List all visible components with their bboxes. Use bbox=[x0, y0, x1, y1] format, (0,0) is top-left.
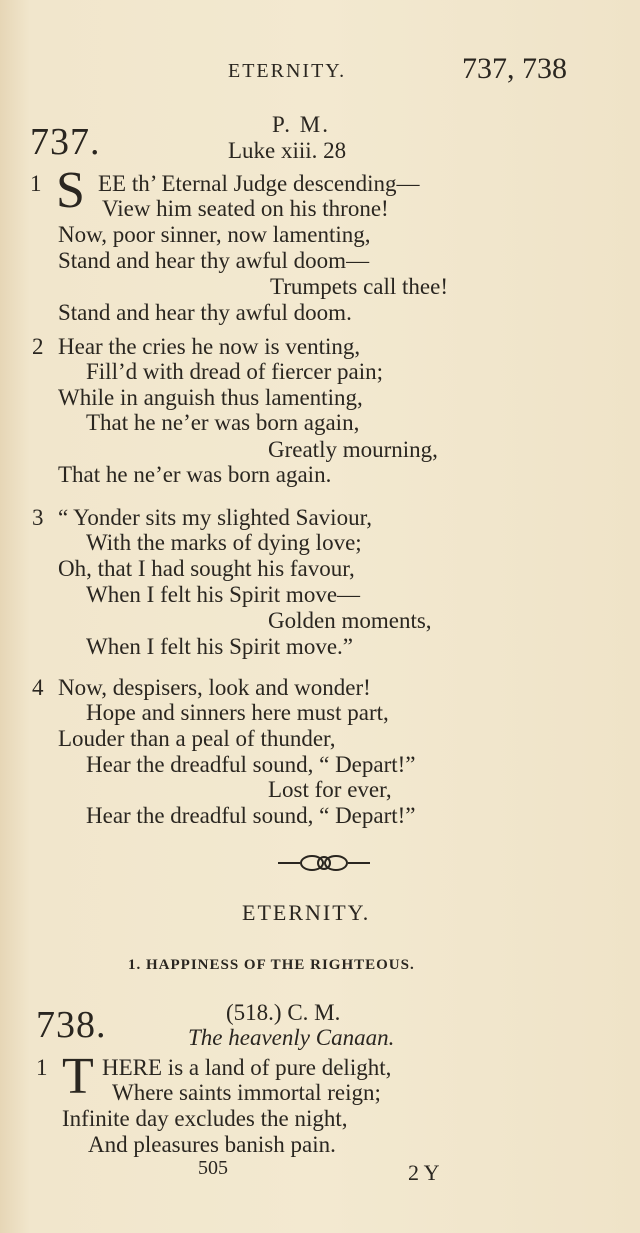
hymn-737-scripture: Luke xiii. 28 bbox=[228, 138, 347, 163]
verse-line: Oh, that I had sought his favour, bbox=[58, 556, 355, 581]
page-numbers: 737, 738 bbox=[462, 52, 567, 85]
hymn-737-number: 737. bbox=[30, 121, 101, 163]
verse-line: Greatly mourning, bbox=[268, 437, 438, 462]
hymn-737-meter: P. M. bbox=[272, 112, 330, 137]
ornament-divider-icon bbox=[276, 850, 372, 876]
verse-line: Now, despisers, look and wonder! bbox=[58, 675, 371, 700]
verse-line: When I felt his Spirit move— bbox=[86, 582, 361, 607]
running-head: ETERNITY. bbox=[228, 60, 347, 82]
stanza-3-number: 3 bbox=[32, 505, 44, 530]
verse-line: Fill’d with dread of fiercer pain; bbox=[86, 359, 383, 384]
hymn-738-title: The heavenly Canaan. bbox=[188, 1025, 395, 1050]
stanza-2-number: 2 bbox=[32, 334, 44, 359]
dropcap-t: T bbox=[62, 1048, 94, 1105]
subsection-heading: 1. HAPPINESS OF THE RIGHTEOUS. bbox=[128, 957, 415, 973]
verse-line: Golden moments, bbox=[268, 608, 432, 633]
verse-line: EE th’ Eternal Judge descending— bbox=[98, 171, 420, 196]
verse-line: Hear the dreadful sound, “ Depart!” bbox=[86, 752, 416, 777]
verse-line: When I felt his Spirit move.” bbox=[86, 634, 353, 659]
verse-line: Stand and hear thy awful doom. bbox=[58, 300, 352, 325]
verse-line: HERE is a land of pure delight, bbox=[102, 1055, 392, 1080]
verse-line: “ Yonder sits my slighted Saviour, bbox=[58, 505, 373, 530]
footer-page-number: 505 bbox=[198, 1157, 228, 1179]
verse-line: Infinite day excludes the night, bbox=[62, 1106, 348, 1131]
verse-line: Stand and hear thy awful doom— bbox=[58, 248, 370, 273]
verse-line: That he ne’er was born again, bbox=[86, 410, 360, 435]
verse-line: Hope and sinners here must part, bbox=[86, 700, 389, 725]
verse-line: Trumpets call thee! bbox=[270, 274, 449, 299]
stanza-1-number: 1 bbox=[36, 1055, 48, 1080]
verse-line: Hear the dreadful sound, “ Depart!” bbox=[86, 803, 416, 828]
verse-line: With the marks of dying love; bbox=[86, 530, 362, 555]
verse-line: That he ne’er was born again. bbox=[58, 462, 332, 487]
signature-mark: 2 Y bbox=[408, 1160, 440, 1185]
hymn-738-number: 738. bbox=[36, 1004, 107, 1046]
hymn-738-tune-ref: (518.) C. M. bbox=[226, 1000, 341, 1025]
verse-line: Louder than a peal of thunder, bbox=[58, 726, 336, 751]
section-heading: ETERNITY. bbox=[242, 900, 371, 925]
verse-line: Hear the cries he now is venting, bbox=[58, 334, 361, 359]
verse-line: While in anguish thus lamenting, bbox=[58, 385, 363, 410]
verse-line: Now, poor sinner, now lamenting, bbox=[58, 222, 371, 247]
dropcap-s: S bbox=[56, 162, 85, 219]
verse-line: And pleasures banish pain. bbox=[88, 1132, 336, 1157]
stanza-1-number: 1 bbox=[30, 171, 42, 196]
verse-line: Where saints immortal reign; bbox=[112, 1080, 381, 1105]
verse-line: Lost for ever, bbox=[268, 777, 392, 802]
stanza-4-number: 4 bbox=[32, 675, 44, 700]
verse-line: View him seated on his throne! bbox=[102, 196, 389, 221]
